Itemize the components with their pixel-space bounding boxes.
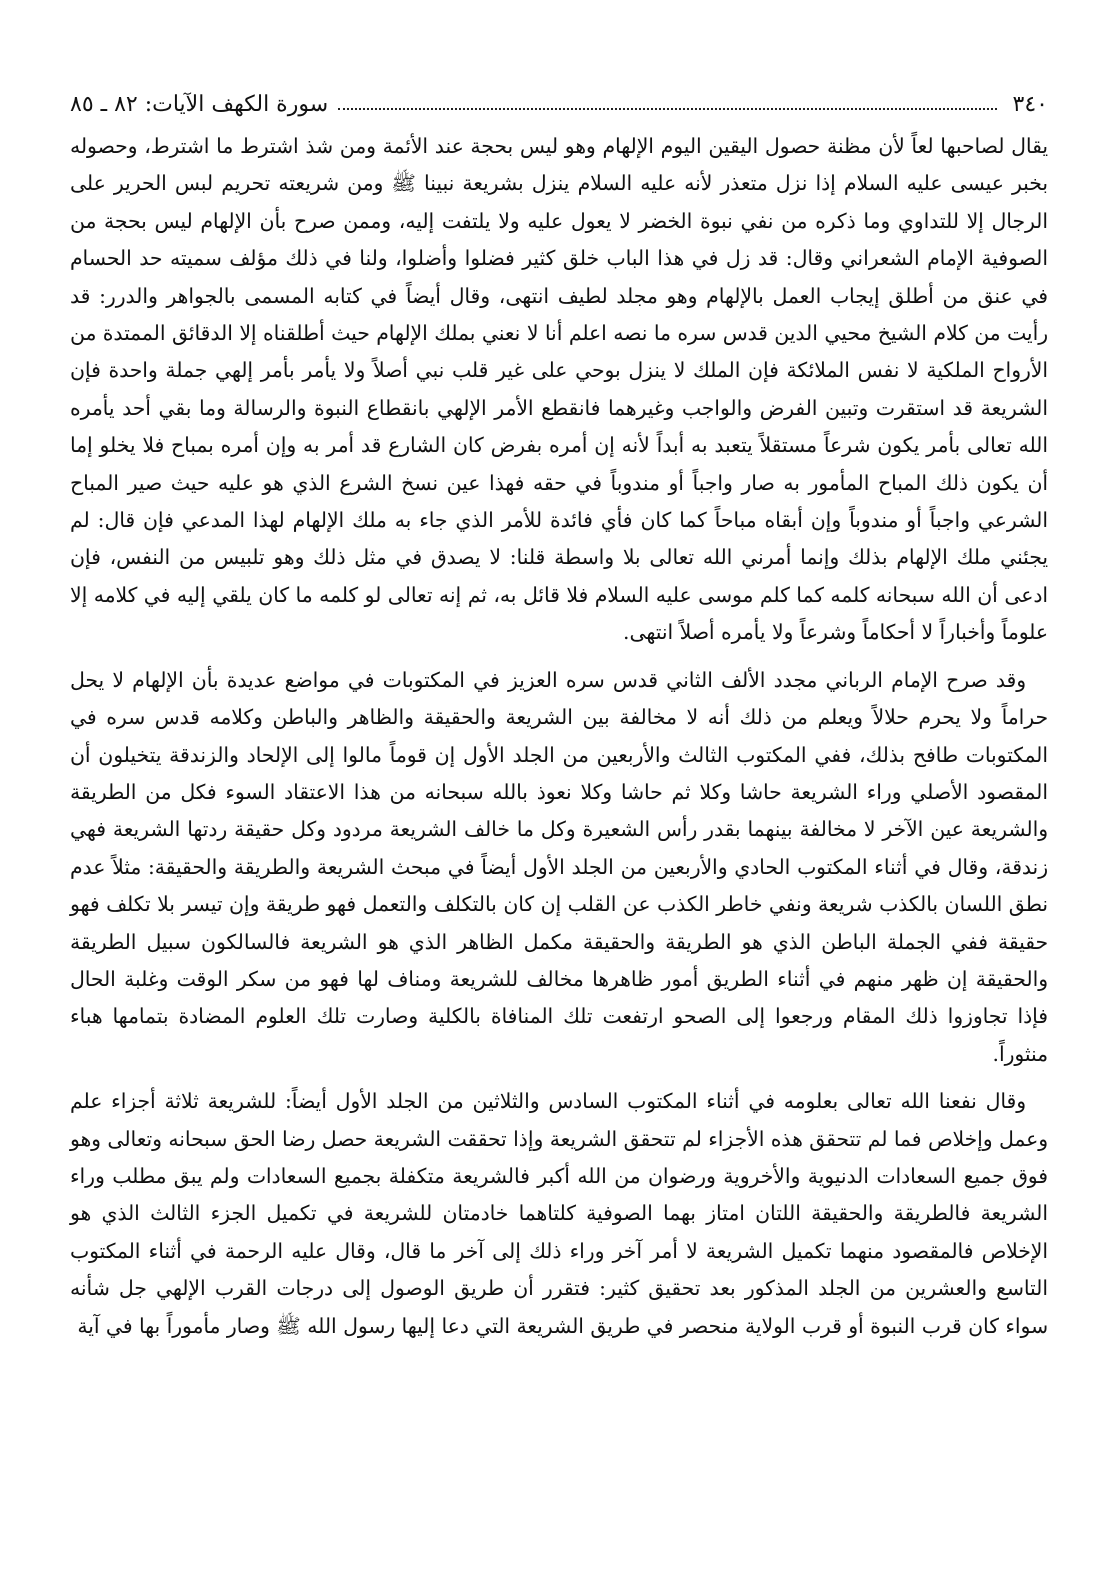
running-title: سورة الكهف الآيات: ٨٢ ـ ٨٥	[70, 91, 329, 117]
paragraph-gap	[70, 652, 1048, 662]
paragraph-2: وقد صرح الإمام الرباني مجدد الألف الثاني قدس سره العزيز في المكتوبات في مواضع عديدة بأن الإلهام لا يحل حراماً ولا يحرم حلالاً ويعلم من ذلك أنه لا مخالفة بين الشريعة والحقيقة والظاهر والباطن وكلامه قدس سره في المكتوبات طافح بذلك، ففي المكتوب الثالث والأربعين من الجلد الأول إن قوماً مالوا إلى الإلحاد والزندقة يتخيلون أن المقصود الأصلي وراء الشريعة حاشا وكلا ثم حاشا وكلا نعوذ بالله سبحانه من هذا الاعتقاد السوء فكل من الطريقة والشريعة عين الآخر لا مخالفة بينهما بقدر رأس الشعيرة وكل ما خالف الشريعة مردود وكل حقيقة ردتها الشريعة فهي زندقة، وقال في أثناء المكتوب الحادي والأربعين من الجلد الأول أيضاً في مبحث الشريعة والطريقة والحقيقة: مثلاً عدم نطق اللسان بالكذب شريعة ونفي خاطر الكذب عن القلب إن كان بالتكلف والتعمل فهو طريقة وإن تيسر بلا تكلف فهو حقيقة ففي الجملة الباطن الذي هو الطريقة والحقيقة مكمل الظاهر الذي هو الشريعة فالسالكون سبيل الطريقة والحقيقة إن ظهر منهم في أثناء الطريق أمور ظاهرها مخالف للشريعة ومناف لها فهو من سكر الوقت وغلبة الحال فإذا تجاوزوا ذلك المقام ورجعوا إلى الصحو ارتفعت تلك المنافاة بالكلية وصارت تلك العلوم المضادة بتمامها هباء منثوراً.	[70, 667, 1048, 1066]
dotted-leader	[338, 108, 996, 110]
paragraph-1: يقال لصاحبها لعاً لأن مظنة حصول اليقين اليوم الإلهام وهو ليس بحجة عند الأئمة ومن شذ اشترط ما اشترط، وحصوله بخبر عيسى عليه السلام إذا نزل متعذر لأنه عليه السلام ينزل بشريعة نبينا ﷺ ومن شريعته تحريم لبس الحرير على الرجال إلا للتداوي وما ذكره من نفي نبوة الخضر لا يعول عليه ولا يلتفت إليه، وممن صرح بأن الإلهام ليس بحجة من الصوفية الإمام الشعراني وقال: قد زل في هذا الباب خلق كثير فضلوا وأضلوا، ولنا في ذلك مؤلف سميته حد الحسام في عنق من أطلق إيجاب العمل بالإلهام وهو مجلد لطيف انتهى، وقال أيضاً في كتابه المسمى بالجواهر والدرر: قد رأيت من كلام الشيخ محيي الدين قدس سره ما نصه اعلم أنا لا نعني بملك الإلهام حيث أطلقناه إلا الدقائق الممتدة من الأرواح الملكية لا نفس الملائكة فإن الملك لا ينزل بوحي على غير قلب نبي أصلاً ولا يأمر بأمر إلهي جملة واحدة فإن الشريعة قد استقرت وتبين الفرض والواجب وغيرهما فانقطع الأمر الإلهي بانقطاع النبوة والرسالة وما بقي أحد يأمره الله تعالى بأمر يكون شرعاً مستقلاً يتعبد به أبداً لأنه إن أمره بفرض كان الشارع قد أمر به وإن أمره بمباح فلا يخلو إما أن يكون ذلك المباح المأمور به صار واجباً أو مندوباً في حقه فهذا عين نسخ الشرع الذي هو عليه حيث صير المباح الشرعي واجباً أو مندوباً وإن أبقاه مباحاً كما كان فأي فائدة للأمر الذي جاء به ملك الإلهام لهذا المدعي فإن قال: لم يجئني ملك الإلهام بذلك وإنما أمرني الله تعالى بلا واسطة قلنا: لا يصدق في مثل ذلك وهو تلبيس من النفس، فإن ادعى أن الله سبحانه كلمه كما كلم موسى عليه السلام فلا قائل به، ثم إنه تعالى لو كلمه ما كان يلقي إليه في كلامه إلا علوماً وأخباراً لا أحكاماً وشرعاً ولا يأمره أصلاً انتهى.	[70, 134, 1048, 645]
paragraph-gap	[70, 1073, 1048, 1083]
page-body	[70, 128, 1048, 1345]
book-page	[70, 86, 1048, 1345]
page-header	[70, 86, 1048, 122]
paragraph-3: وقال نفعنا الله تعالى بعلومه في أثناء المكتوب السادس والثلاثين من الجلد الأول أيضاً: للشريعة ثلاثة أجزاء علم وعمل وإخلاص فما لم تتحقق هذه الأجزاء لم تتحقق الشريعة وإذا تحققت الشريعة حصل رضا الحق سبحانه وتعالى وهو فوق جميع السعادات الدنيوية والأخروية ورضوان من الله أكبر فالشريعة متكفلة بجميع السعادات ولم يبق مطلب وراء الشريعة فالطريقة والحقيقة اللتان امتاز بهما الصوفية كلتاهما خادمتان للشريعة في تكميل الجزء الثالث الذي هو الإخلاص فالمقصود منهما تكميل الشريعة لا أمر آخر وراء ذلك إلى آخر ما قال، وقال عليه الرحمة في أثناء المكتوب التاسع والعشرين من الجلد المذكور بعد تحقيق كثير: فتقرر أن طريق الوصول إلى درجات القرب الإلهي جل شأنه سواء كان قرب النبوة أو قرب الولاية منحصر في طريق الشريعة التي دعا إليها رسول الله ﷺ وصار مأموراً بها في آية	[70, 1089, 1048, 1338]
page-number: ٣٤٠	[1012, 91, 1048, 117]
